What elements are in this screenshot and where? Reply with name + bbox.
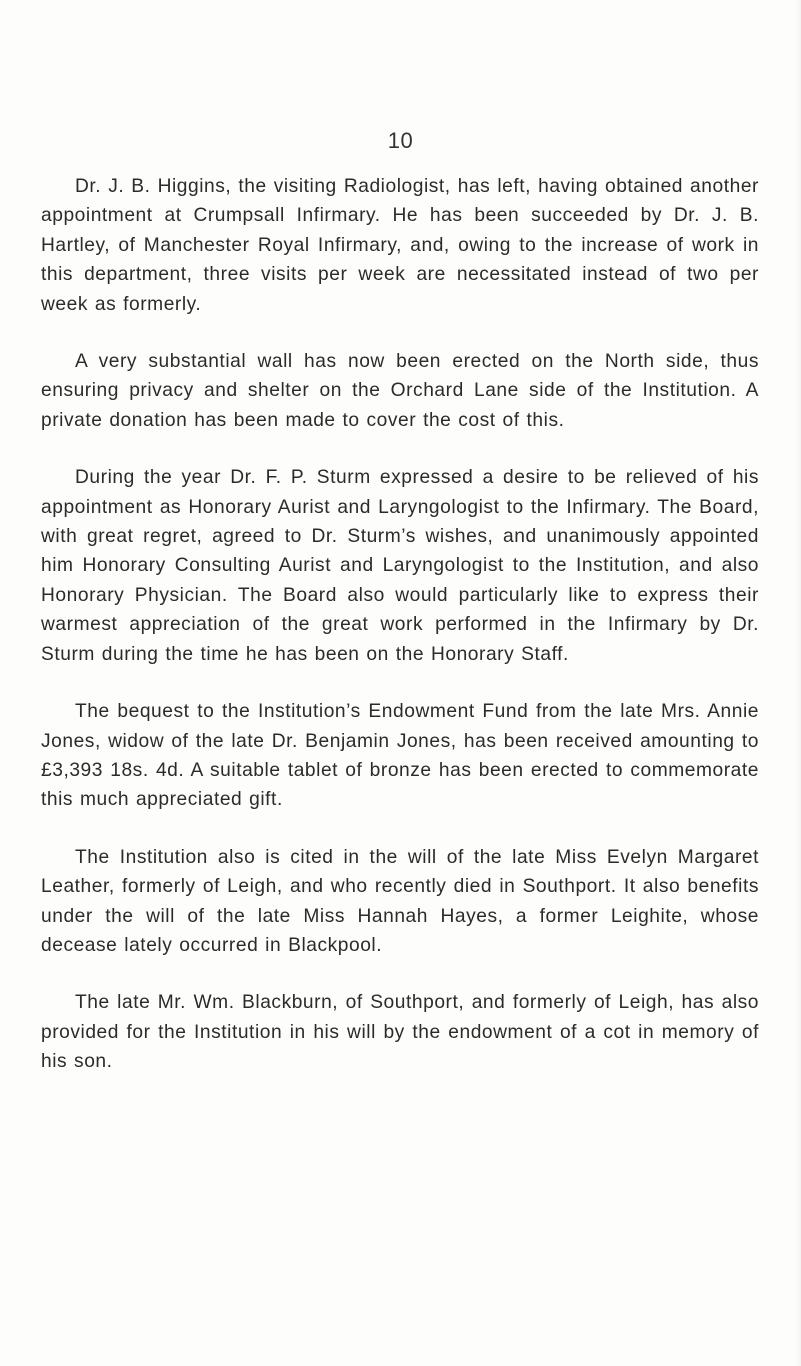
paragraph-blackburn-cot: The late Mr. Wm. Blackburn, of Southport, and formerly of Leigh, has also provided for the Institution in his will by the endowment of a cot in memory of his son. (41, 992, 759, 1073)
paragraph-dr-sturm: During the year Dr. F. P. Sturm expressed a desire to be relieved of his appointment as Honorary Aurist and Laryngologist to the Infirmary. The Board, with great regret, agreed to Dr. Sturm’s wishes, and unanimously appointed him Honorary Consulting Aurist and Laryngologist to the Institution, and also Honorary Physician. The Board also would particularly like to express their warmest appreciation of the great work performed in the Infirmary by Dr. Sturm during the time he has been on the Honorary Staff. (41, 467, 759, 665)
paragraph-north-wall: A very substantial wall has now been erected on the North side, thus ensuring privacy and shelter on the Orchard Lane side of the Institution. A private donation has been made to cover the cost of this. (41, 351, 759, 431)
page-edge-shadow (795, 0, 801, 1366)
paragraph-radiologist: Dr. J. B. Higgins, the visiting Radiologist, has left, having obtained another appointment at Crumpsall Infirmary. He has been succeeded by Dr. J. B. Hartley, of Manchester Royal Infirmary, and, owing to the increase of work in this department, three visits per week are necessitated instead of two per week as formerly. (41, 176, 759, 315)
body-text (41, 172, 759, 1077)
page-number: 10 (387, 128, 414, 153)
paragraph-jones-bequest: The bequest to the Institution’s Endowment Fund from the late Mrs. Annie Jones, widow of the late Dr. Benjamin Jones, has been received amounting to £3,393 18s. 4d. A suitable tablet of bronze has been erected to commemorate this much appreciated gift. (41, 701, 759, 811)
paragraph-leather-hayes-wills: The Institution also is cited in the will of the late Miss Evelyn Margaret Leather, formerly of Leigh, and who recently died in Southport. It also benefits under the will of the late Miss Hannah Hayes, a former Leighite, whose decease lately occurred in Blackpool. (41, 846, 759, 956)
